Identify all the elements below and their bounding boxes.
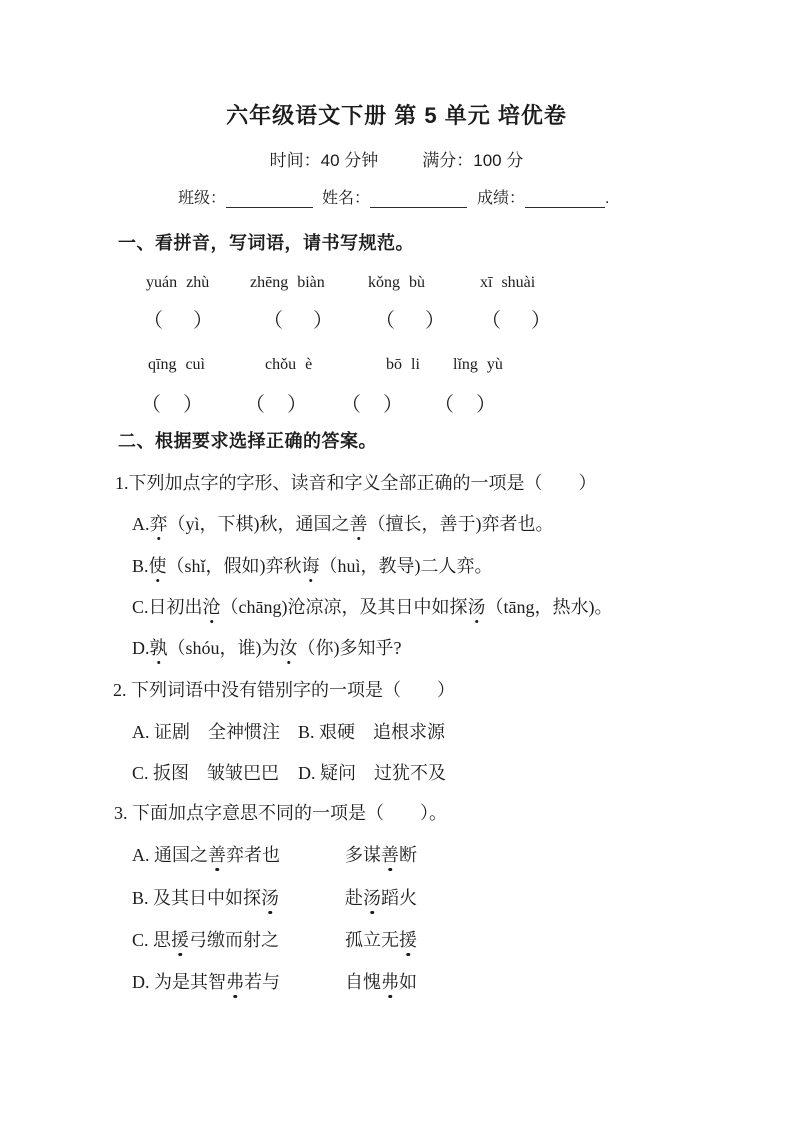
question-3-option-b-match: 赴汤蹈火 — [345, 888, 417, 908]
open-paren: （ — [434, 394, 454, 416]
class-blank-line — [226, 190, 313, 208]
open-paren: （ — [263, 310, 283, 332]
question-2-option-d: D. 疑问 过犹不及 — [298, 763, 446, 783]
pinyin-word: qīng cuì — [148, 356, 205, 373]
answer-parens — [141, 394, 203, 417]
question-3-option-a-match: 多谋善断 — [345, 845, 417, 865]
score-blank-line — [525, 190, 605, 208]
page-title: 六年级语文下册 第 5 单元 培优卷 — [226, 103, 567, 128]
exam-full-score-label: 满分：100 分 — [422, 151, 524, 170]
close-paren: ） — [287, 394, 307, 416]
open-paren: （ — [375, 310, 395, 332]
pinyin-word: chǒu è — [265, 356, 313, 373]
answer-parens — [434, 394, 496, 417]
close-paren: ） — [193, 310, 213, 332]
open-paren: （ — [481, 310, 501, 332]
exam-meta-row — [0, 151, 793, 171]
question-3-stem: 3. 下面加点字意思不同的一项是（ ）。 — [114, 803, 447, 823]
close-paren: ） — [313, 310, 333, 332]
question-3-option-d: D. 为是其智弗若与 — [132, 972, 280, 992]
question-3-option-c-match: 孤立无援 — [345, 930, 417, 950]
question-2-option-b: B. 艰硬 追根求源 — [298, 722, 446, 742]
question-1-option-d: D.孰（shóu，谁)为汝（你)多知乎? — [132, 638, 402, 658]
answer-parens — [245, 394, 307, 417]
exam-time-label: 时间：40 分钟 — [269, 151, 379, 170]
question-3-option-a: A. 通国之善弈者也 — [132, 845, 280, 865]
name-blank-line — [370, 190, 467, 208]
answer-parens — [263, 310, 333, 333]
close-paren: ） — [531, 310, 551, 332]
class-label: 班级： — [178, 190, 227, 207]
close-paren: ） — [476, 394, 496, 416]
close-paren: ） — [183, 394, 203, 416]
name-label: 姓名： — [322, 190, 371, 207]
student-info-row — [178, 190, 610, 208]
answer-parens — [481, 310, 551, 333]
question-3-option-c: C. 思援弓缴而射之 — [132, 930, 280, 950]
question-3-option-d-match: 自愧弗如 — [345, 972, 417, 992]
pinyin-word: kǒng bù — [368, 274, 425, 291]
section-one-heading: 一、看拼音，写词语，请书写规范。 — [118, 233, 414, 253]
open-paren: （ — [143, 310, 163, 332]
question-1-stem: 1.下列加点字的字形、读音和字义全部正确的一项是（ ） — [115, 473, 597, 493]
question-2-option-a: A. 证剧 全神惯注 — [132, 722, 280, 742]
question-3-option-b: B. 及其日中如探汤 — [132, 888, 280, 908]
pinyin-word: lǐng yù — [453, 356, 503, 373]
answer-parens — [375, 310, 445, 333]
pinyin-word: xī shuài — [480, 274, 536, 291]
close-paren: ） — [425, 310, 445, 332]
question-1-option-a: A.弈（yì，下棋)秋，通国之善（擅长，善于)弈者也。 — [132, 514, 554, 534]
open-paren: （ — [341, 394, 361, 416]
pinyin-word: zhēng biàn — [250, 274, 325, 291]
trailing-period: . — [605, 190, 610, 207]
answer-parens — [143, 310, 213, 333]
question-2-option-c: C. 扳图 皱皱巴巴 — [132, 763, 280, 783]
close-paren: ） — [383, 394, 403, 416]
question-1-option-b: B.使（shǐ，假如)弈秋诲（huì，教导)二人弈。 — [132, 556, 493, 576]
pinyin-word: yuán zhù — [146, 274, 210, 291]
open-paren: （ — [245, 394, 265, 416]
score-label: 成绩： — [477, 190, 526, 207]
question-1-option-c: C.日初出沧（chāng)沧凉凉，及其日中如探汤（tāng，热水)。 — [132, 597, 613, 617]
section-two-heading: 二、根据要求选择正确的答案。 — [118, 431, 377, 451]
pinyin-word: bō li — [386, 356, 420, 373]
answer-parens — [341, 394, 403, 417]
open-paren: （ — [141, 394, 161, 416]
question-2-stem: 2. 下列词语中没有错别字的一项是（ ） — [113, 680, 455, 700]
